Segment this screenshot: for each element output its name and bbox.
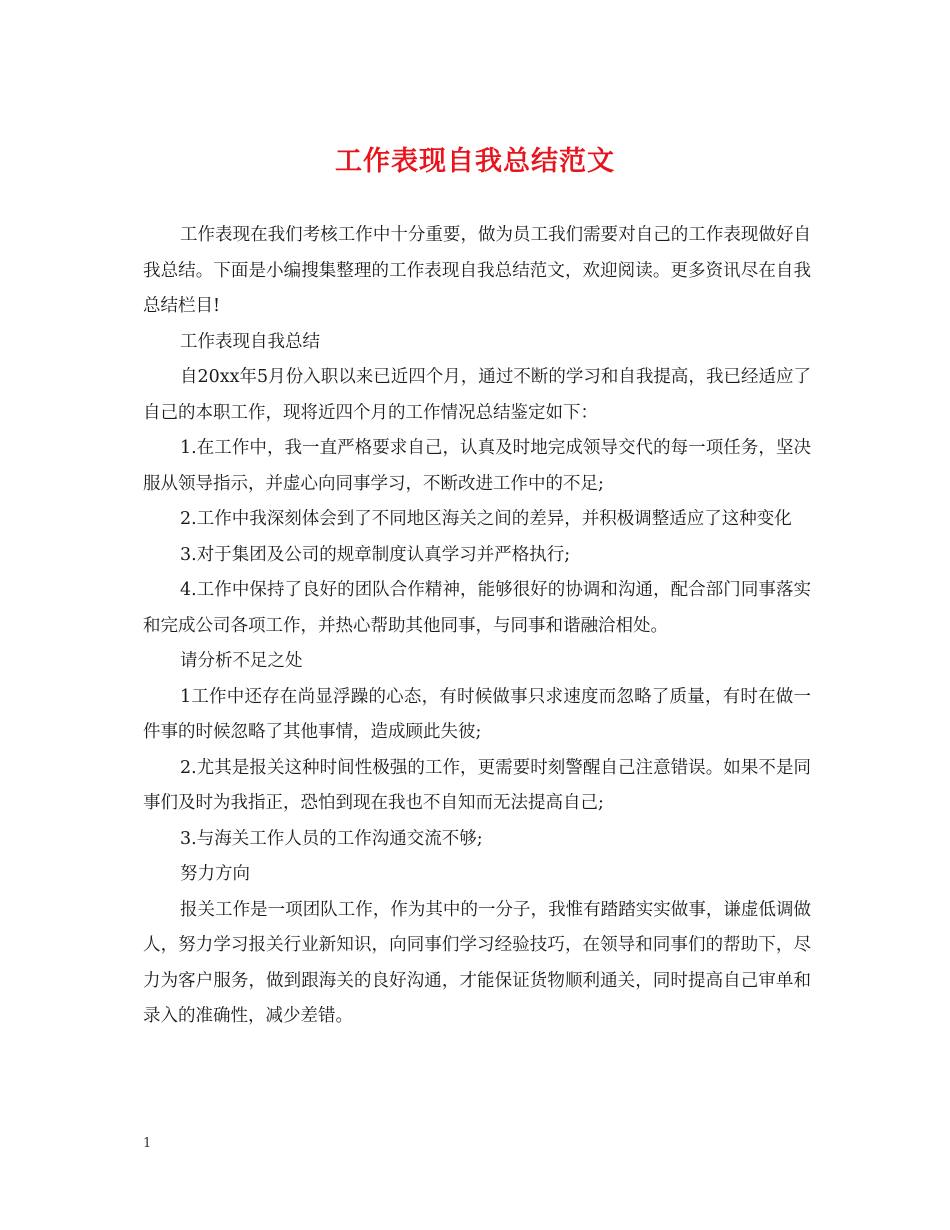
paragraph-list-item: 2.尤其是报关这种时间性极强的工作，更需要时刻警醒自己注意错误。如果不是同事们及时为我指正，恐怕到现在我也不自知而无法提高自己; xyxy=(143,757,811,813)
paragraph-section-heading: 工作表现自我总结 xyxy=(180,331,320,352)
paragraph: 报关工作是一项团队工作，作为其中的一分子，我惟有踏踏实实做事，谦虚低调做人，努力学习报关行业新知识，向同事们学习经验技巧，在领导和同事们的帮助下，尽力为客户服务，做到跟海关的良好沟通，才能保证货物顺利通关，同时提高自己审单和录入的准确性，减少差错。 xyxy=(143,899,811,1026)
paragraph-list-item: 3.与海关工作人员的工作沟通交流不够; xyxy=(180,828,483,849)
paragraph-list-item: 1工作中还存在尚显浮躁的心态，有时候做事只求速度而忽略了质量，有时在做一件事的时候忽略了其他事情，造成顾此失彼; xyxy=(143,686,811,742)
paragraph-list-item: 4.工作中保持了良好的团队合作精神，能够很好的协调和沟通，配合部门同事落实和完成公司各项工作，并热心帮助其他同事，与同事和谐融洽相处。 xyxy=(143,580,811,636)
paragraph: 自20xx年5月份入职以来已近四个月，通过不断的学习和自我提高，我已经适应了自己的本职工作，现将近四个月的工作情况总结鉴定如下： xyxy=(143,367,811,423)
paragraph-section-heading: 请分析不足之处 xyxy=(180,651,303,671)
paragraph-intro: 工作表现在我们考核工作中十分重要，做为员工我们需要对自己的工作表现做好自我总结。下面是小编搜集整理的工作表现自我总结范文，欢迎阅读。更多资讯尽在自我总结栏目! xyxy=(143,225,811,316)
document-body xyxy=(143,218,811,1035)
paragraph-list-item: 3.对于集团及公司的规章制度认真学习并严格执行; xyxy=(180,544,571,565)
page-number: 1 xyxy=(143,1136,152,1151)
document-title: 工作表现自我总结范文 xyxy=(335,146,615,177)
paragraph-list-item: 2.工作中我深刻体会到了不同地区海关之间的差异，并积极调整适应了这种变化 xyxy=(180,509,792,529)
paragraph-section-heading: 努力方向 xyxy=(180,864,250,884)
paragraph-list-item: 1.在工作中，我一直严格要求自己，认真及时地完成领导交代的每一项任务，坚决服从领导指示，并虚心向同事学习，不断改进工作中的不足; xyxy=(143,438,811,494)
